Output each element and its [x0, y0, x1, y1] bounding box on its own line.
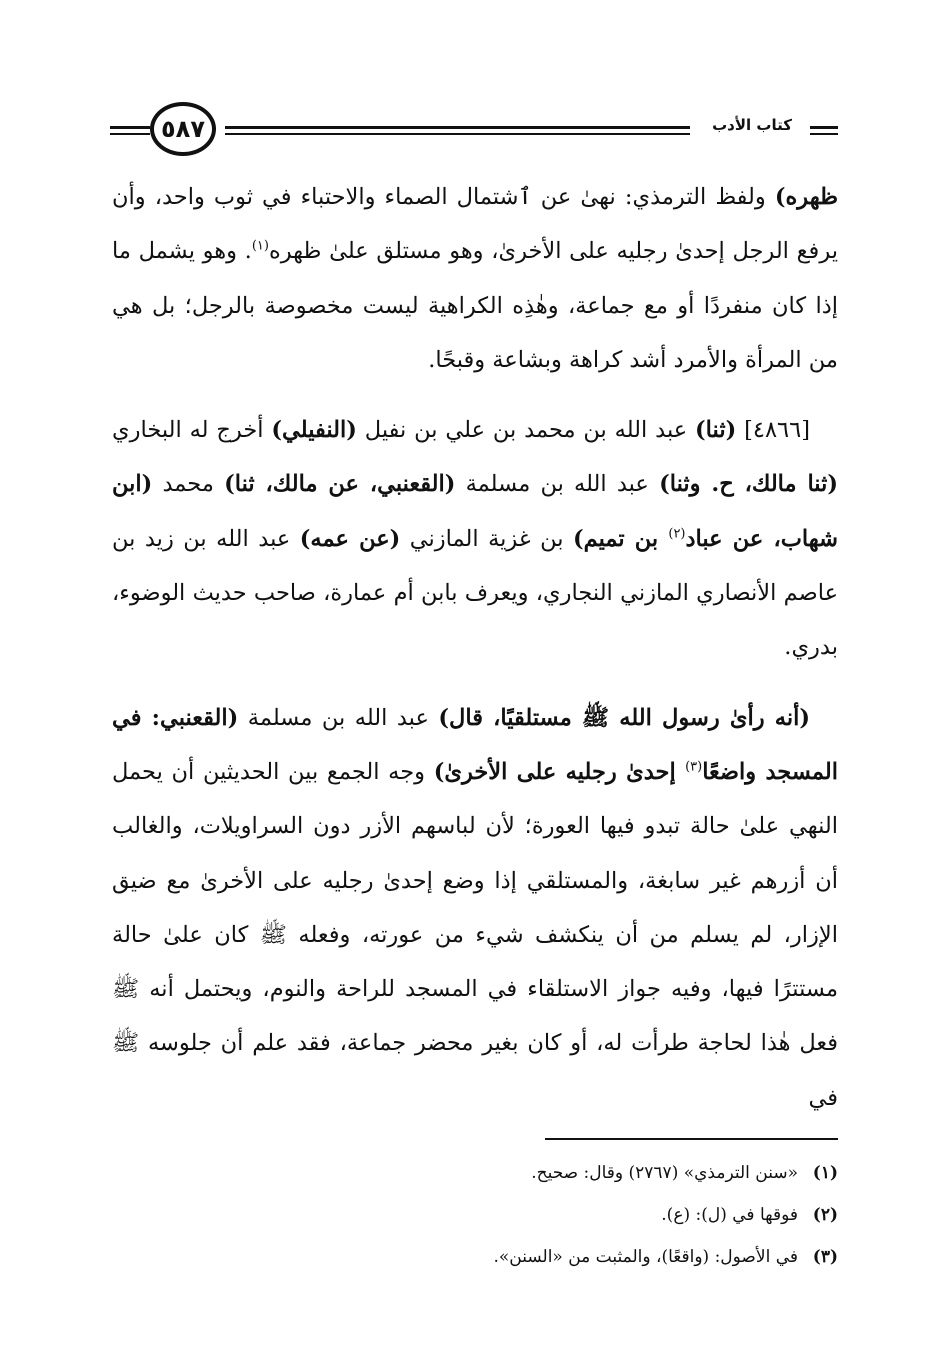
bold-text: (القعنبي، عن مالك، ثنا)	[224, 471, 456, 498]
footnote-number: (٣)	[812, 1247, 838, 1267]
main-text	[112, 170, 838, 1125]
footnote-ref: (١)	[251, 238, 269, 254]
body-text: عبد الله بن محمد بن علي بن نفيل	[356, 417, 696, 444]
bold-text: (أنه رأىٰ رسول الله ﷺ مستلقيًا، قال)	[438, 704, 810, 731]
footnote-item	[112, 1152, 838, 1194]
bold-text: (ابن شهاب، عن عباد	[112, 471, 838, 552]
footnote-item	[112, 1236, 838, 1278]
footnote-number: (٢)	[812, 1205, 838, 1225]
header-rule	[225, 133, 690, 135]
header-rule	[810, 126, 838, 129]
header-rule	[110, 133, 150, 135]
body-text: . وهو يشمل ما إذا كان منفردًا أو مع جماعة، وهٰذِه الكراهية ليست مخصوصة بالرجل؛ بل هي من المرأة والأمرد أشد كراهة وبشاعة وقبحًا.	[112, 238, 838, 373]
header-rule	[225, 126, 690, 129]
body-text: ولفظ الترمذي: نهىٰ عن ٱشتمال الصماء والاحتباء في ثوب واحد، وأن يرفع الرجل إحدىٰ رجليه على الأخرىٰ، وهو مستلق علىٰ ظهره	[112, 184, 838, 265]
body-text: بن غزية المازني	[400, 525, 573, 552]
body-text: أخرج له البخاري	[112, 417, 272, 444]
bold-text: (القعنبي: في المسجد واضعًا	[112, 704, 839, 785]
paragraph-1	[112, 170, 838, 387]
bold-text: إحدىٰ رجليه على الأخرىٰ)	[433, 758, 686, 785]
body-text: عبد الله بن مسلمة	[238, 704, 439, 731]
paragraph-2	[112, 403, 838, 674]
body-text: عبد الله بن زيد بن عاصم الأنصاري المازني النجاري، ويعرف بابن أم عمارة، صاحب حديث الوضوء، بدري.	[112, 525, 838, 661]
body-text: وجه الجمع بين الحديثين أن يحمل النهي علىٰ حالة تبدو فيها العورة؛ لأن لباسهم الأزر دون السراويلات، والغالب أن أزرهم غير سابغة، والمستلقي إذا وضع إحدىٰ رجليه على الأخرىٰ مع ضيق الإزار، لم يسلم من أن ينكشف شيء من عورته، وفعله ﷺ كان علىٰ حالة مستترًا فيها، وفيه جواز الاستلقاء في المسجد للراحة والنوم، ويحتمل أنه ﷺ فعل هٰذا لحاجة طرأت له، أو كان بغير محضر جماعة، فقد علم أن جلوسه ﷺ في	[112, 758, 839, 1111]
header-rule	[110, 126, 150, 129]
footnotes	[112, 1152, 838, 1278]
bold-text: (ثنا مالك، ح. وثنا)	[659, 471, 839, 498]
paragraph-3	[112, 691, 838, 1125]
bold-text: (عن عمه)	[299, 525, 401, 552]
page-header	[110, 100, 838, 160]
footnote-number: (١)	[812, 1163, 838, 1183]
body-text: محمد	[152, 471, 225, 498]
footnote-item	[112, 1194, 838, 1236]
bold-text: (ثنا)	[695, 417, 737, 444]
footnote-ref: (٢)	[668, 526, 686, 542]
book-title: كتاب الأدب	[712, 116, 792, 134]
footnote-text: «سنن الترمذي» (٢٧٦٧) وقال: صحيح.	[531, 1163, 798, 1183]
footnote-text: في الأصول: (واقعًا)، والمثبت من «السنن».	[493, 1247, 798, 1267]
page-number: ٥٨٧	[150, 102, 216, 156]
footnote-ref: (٣)	[685, 759, 703, 775]
footnote-text: فوقها في (ل): (ع).	[661, 1205, 798, 1225]
hadith-number: [٤٨٦٦]	[736, 417, 811, 444]
footnote-separator	[545, 1138, 838, 1140]
header-rule	[810, 133, 838, 135]
bold-text: (النفيلي)	[271, 417, 357, 444]
bold-text: بن تميم)	[572, 525, 669, 552]
bold-text: ظهره)	[774, 184, 838, 210]
body-text: عبد الله بن مسلمة	[455, 471, 660, 498]
